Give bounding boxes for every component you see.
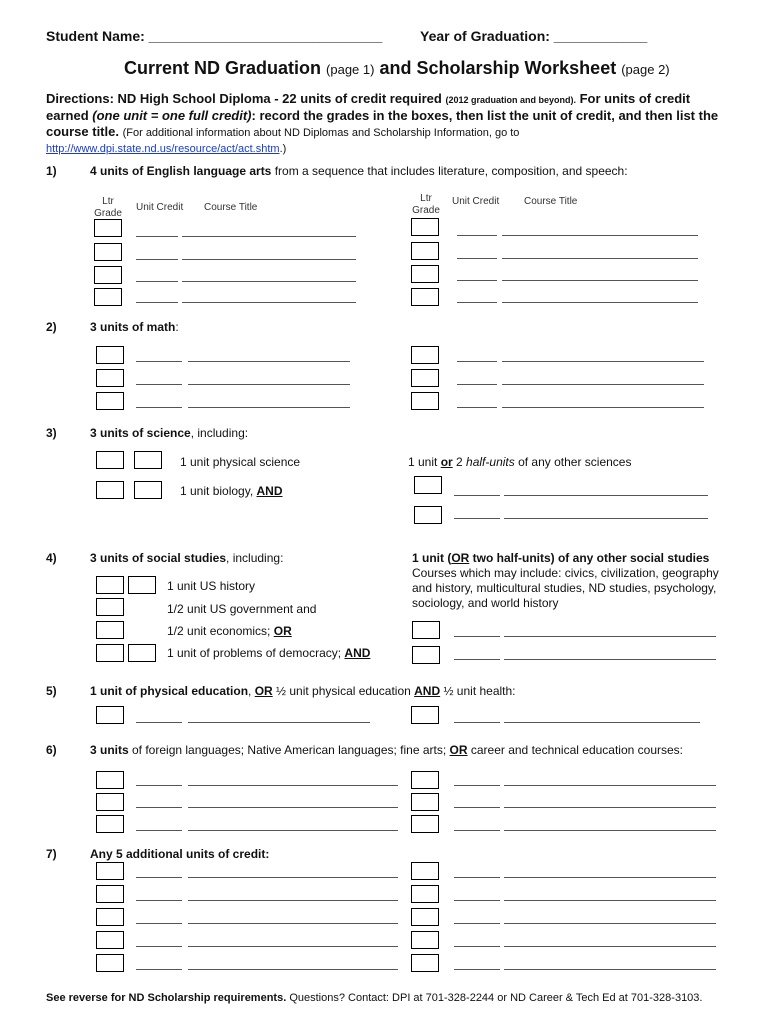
- grade-box[interactable]: [96, 931, 124, 949]
- us-history-label: 1 unit US history: [167, 579, 256, 593]
- course-title-line[interactable]: [188, 969, 398, 970]
- unit-credit-line[interactable]: [136, 281, 178, 282]
- grade-box[interactable]: [414, 506, 442, 524]
- section-4-number: 4): [46, 551, 57, 565]
- biology-and: AND: [256, 484, 283, 498]
- course-title-line[interactable]: [504, 722, 700, 723]
- unit-credit-line[interactable]: [457, 235, 497, 236]
- course-title-line[interactable]: [188, 361, 350, 362]
- course-title-line[interactable]: [188, 946, 398, 947]
- other-social-studies-or: OR: [451, 551, 470, 565]
- section-6-mid: of foreign languages; Native American languages; fine arts;: [128, 743, 450, 757]
- section-6-heading-bold: 3 units: [90, 743, 129, 757]
- course-title-line[interactable]: [502, 302, 698, 303]
- unit-credit-line[interactable]: [457, 407, 497, 408]
- other-social-studies-pre: 1 unit (: [412, 551, 452, 565]
- unit-credit-line[interactable]: [454, 830, 500, 831]
- grade-box[interactable]: [96, 815, 124, 833]
- section-3-heading: [90, 426, 248, 440]
- unit-credit-line[interactable]: [136, 900, 182, 901]
- grade-box[interactable]: [412, 621, 440, 639]
- grade-box[interactable]: [94, 243, 122, 261]
- grade-box[interactable]: [96, 793, 124, 811]
- section-5-mid2: ½ unit physical education: [272, 684, 415, 698]
- grade-box[interactable]: [411, 265, 439, 283]
- course-title-line[interactable]: [188, 900, 398, 901]
- other-social-studies-desc: Courses which may include: civics, civilization, geography and history, multicultural studies, ND studies, psychology, sociology, and world history: [412, 566, 719, 610]
- directions-lead: Directions: ND High School Diploma - 22 units of credit required: [46, 91, 442, 106]
- col-grade-right: Grade: [412, 205, 440, 216]
- course-title-line[interactable]: [504, 900, 716, 901]
- graduation-year-field[interactable]: Year of Graduation: ____________: [420, 28, 648, 44]
- footer: [46, 992, 702, 1004]
- grade-box[interactable]: [411, 369, 439, 387]
- other-sciences-or: or: [440, 455, 453, 469]
- course-title-line[interactable]: [188, 830, 398, 831]
- course-title-line[interactable]: [504, 518, 708, 519]
- grade-box[interactable]: [94, 288, 122, 306]
- grade-box[interactable]: [96, 481, 124, 499]
- course-title-line[interactable]: [502, 280, 698, 281]
- title-page-1: (page 1): [326, 62, 375, 77]
- problems-democracy-text: 1 unit of problems of democracy;: [167, 646, 345, 660]
- grade-box[interactable]: [96, 392, 124, 410]
- grade-box[interactable]: [411, 771, 439, 789]
- course-title-line[interactable]: [188, 407, 350, 408]
- course-title-line[interactable]: [504, 946, 716, 947]
- grade-box[interactable]: [96, 644, 124, 662]
- unit-credit-line[interactable]: [457, 302, 497, 303]
- unit-credit-line[interactable]: [136, 969, 182, 970]
- course-title-line[interactable]: [188, 722, 370, 723]
- col-ltr-grade-right: [408, 193, 444, 217]
- section-5-post: ½ unit health:: [440, 684, 516, 698]
- unit-credit-line[interactable]: [136, 722, 182, 723]
- unit-credit-line[interactable]: [136, 407, 182, 408]
- col-unit-credit-left: Unit Credit: [136, 202, 184, 213]
- resource-link-close: .): [279, 143, 287, 155]
- unit-credit-line[interactable]: [136, 384, 182, 385]
- grade-box[interactable]: [96, 771, 124, 789]
- unit-credit-line[interactable]: [454, 900, 500, 901]
- grade-box[interactable]: [96, 862, 124, 880]
- course-title-line[interactable]: [504, 969, 716, 970]
- physical-science-label: 1 unit physical science: [180, 455, 301, 469]
- section-3-heading-rest: , including:: [190, 426, 249, 440]
- us-government-label: 1/2 unit US government and: [167, 602, 317, 616]
- grade-box[interactable]: [96, 346, 124, 364]
- other-social-studies: [412, 551, 742, 611]
- course-title-line[interactable]: [182, 259, 356, 260]
- grade-box[interactable]: [96, 576, 124, 594]
- grade-box[interactable]: [94, 219, 122, 237]
- economics-or: OR: [273, 624, 292, 638]
- course-title-line[interactable]: [182, 236, 356, 237]
- course-title-line[interactable]: [504, 495, 708, 496]
- course-title-line[interactable]: [502, 258, 698, 259]
- col-ltr-grade-left: [90, 196, 126, 220]
- course-title-line[interactable]: [502, 407, 704, 408]
- course-title-line[interactable]: [188, 384, 350, 385]
- section-1-number: 1): [46, 164, 57, 178]
- section-6-post: career and technical education courses:: [467, 743, 683, 757]
- section-2-heading-rest: :: [175, 320, 179, 334]
- directions: [46, 91, 736, 141]
- course-title-line[interactable]: [504, 923, 716, 924]
- grade-box[interactable]: [134, 481, 162, 499]
- section-4-heading-rest: , including:: [226, 551, 284, 565]
- title-main-1: Current ND Graduation: [124, 58, 322, 78]
- grade-box[interactable]: [128, 644, 156, 662]
- other-sciences-label: [408, 455, 631, 469]
- course-title-line[interactable]: [504, 636, 716, 637]
- grade-box[interactable]: [128, 576, 156, 594]
- col-grade-left: Grade: [94, 208, 122, 219]
- col-ltr-right: Ltr: [420, 193, 432, 204]
- other-sciences-mid: 2: [452, 455, 467, 469]
- grade-box[interactable]: [411, 931, 439, 949]
- section-5-or: OR: [254, 684, 273, 698]
- grade-box[interactable]: [411, 815, 439, 833]
- grade-box[interactable]: [411, 242, 439, 260]
- other-sciences-post: of any other sciences: [514, 455, 632, 469]
- unit-credit-line[interactable]: [454, 659, 500, 660]
- course-title-line[interactable]: [182, 302, 356, 303]
- problems-democracy-and: AND: [344, 646, 371, 660]
- footer-contact: Questions? Contact: DPI at 701-328-2244 or ND Career & Tech Ed at 701-328-3103.: [286, 992, 703, 1004]
- section-6-number: 6): [46, 743, 57, 757]
- grade-box[interactable]: [412, 646, 440, 664]
- section-3-number: 3): [46, 426, 57, 440]
- section-2-heading: [90, 320, 179, 334]
- grade-box[interactable]: [96, 369, 124, 387]
- directions-part2: For units of credit earned: [46, 91, 691, 123]
- grade-box[interactable]: [411, 793, 439, 811]
- grade-box[interactable]: [411, 288, 439, 306]
- unit-credit-line[interactable]: [454, 785, 500, 786]
- unit-credit-line[interactable]: [454, 495, 500, 496]
- section-7-heading-bold: Any 5 additional units of credit:: [90, 847, 270, 861]
- course-title-line[interactable]: [504, 659, 716, 660]
- unit-credit-line[interactable]: [454, 807, 500, 808]
- unit-credit-line[interactable]: [454, 946, 500, 947]
- other-sciences-pre: 1 unit: [408, 455, 441, 469]
- economics-label-text: 1/2 unit economics;: [167, 624, 274, 638]
- economics-label: [167, 624, 292, 638]
- footer-bold: See reverse for ND Scholarship requirements.: [46, 992, 287, 1004]
- biology-label: [180, 484, 283, 498]
- section-6-or: OR: [449, 743, 468, 757]
- section-7-heading: [90, 847, 269, 861]
- unit-credit-line[interactable]: [454, 518, 500, 519]
- section-1-heading: [90, 164, 628, 178]
- col-course-title-left: Course Title: [204, 202, 258, 213]
- grade-box[interactable]: [411, 908, 439, 926]
- unit-credit-line[interactable]: [136, 807, 182, 808]
- section-3-heading-bold: 3 units of science: [90, 426, 191, 440]
- unit-credit-line[interactable]: [136, 259, 178, 260]
- grade-box[interactable]: [96, 706, 124, 724]
- unit-credit-line[interactable]: [457, 361, 497, 362]
- unit-credit-line[interactable]: [136, 302, 178, 303]
- section-1-heading-rest: from a sequence that includes literature, composition, and speech:: [271, 164, 628, 178]
- grade-box[interactable]: [414, 476, 442, 494]
- unit-credit-line[interactable]: [454, 636, 500, 637]
- grade-box[interactable]: [411, 346, 439, 364]
- course-title-line[interactable]: [188, 877, 398, 878]
- resource-link[interactable]: http://www.dpi.state.nd.us/resource/act/act.shtm: [46, 143, 280, 155]
- unit-credit-line[interactable]: [136, 785, 182, 786]
- course-title-line[interactable]: [504, 785, 716, 786]
- title-page-2: (page 2): [621, 62, 670, 77]
- unit-credit-line[interactable]: [454, 877, 500, 878]
- grade-box[interactable]: [96, 598, 124, 616]
- grade-box[interactable]: [411, 706, 439, 724]
- col-ltr-left: Ltr: [102, 196, 114, 207]
- grade-box[interactable]: [96, 451, 124, 469]
- course-title-line[interactable]: [188, 923, 398, 924]
- unit-credit-line[interactable]: [454, 969, 500, 970]
- unit-credit-line[interactable]: [457, 280, 497, 281]
- unit-credit-line[interactable]: [136, 361, 182, 362]
- course-title-line[interactable]: [502, 235, 698, 236]
- problems-democracy-label: [167, 646, 370, 660]
- directions-year-note: (2012 graduation and beyond).: [445, 95, 576, 105]
- unit-credit-line[interactable]: [136, 946, 182, 947]
- grade-box[interactable]: [94, 266, 122, 284]
- grade-box[interactable]: [411, 392, 439, 410]
- section-2-heading-bold: 3 units of math: [90, 320, 176, 334]
- grade-box[interactable]: [411, 862, 439, 880]
- unit-credit-line[interactable]: [454, 722, 500, 723]
- directions-italic: (one unit = one full credit): [92, 108, 252, 123]
- other-social-studies-post: two half-units) of any other social studies: [469, 551, 710, 565]
- section-5-heading: [90, 684, 516, 698]
- course-title-line[interactable]: [182, 281, 356, 282]
- resource-link-row: [46, 139, 286, 157]
- section-1-heading-bold: 4 units of English language arts: [90, 164, 272, 178]
- title-main-2: and Scholarship Worksheet: [379, 58, 617, 78]
- grade-box[interactable]: [411, 954, 439, 972]
- student-name-field[interactable]: Student Name: ______________________________: [46, 28, 383, 44]
- section-7-number: 7): [46, 847, 57, 861]
- directions-note: (For additional information about ND Diplomas and Scholarship Information, go to: [122, 127, 520, 139]
- course-title-line[interactable]: [188, 785, 398, 786]
- unit-credit-line[interactable]: [457, 258, 497, 259]
- grade-box[interactable]: [134, 451, 162, 469]
- grade-box[interactable]: [411, 885, 439, 903]
- other-sciences-italic: half-units: [466, 455, 515, 469]
- unit-credit-line[interactable]: [136, 236, 178, 237]
- grade-box[interactable]: [96, 885, 124, 903]
- unit-credit-line[interactable]: [136, 877, 182, 878]
- col-course-title-right: Course Title: [524, 196, 578, 207]
- section-4-heading-bold: 3 units of social studies: [90, 551, 227, 565]
- section-5-mid1: ,: [248, 684, 255, 698]
- biology-label-text: 1 unit biology,: [180, 484, 257, 498]
- section-4-heading: [90, 551, 283, 565]
- col-unit-credit-right: Unit Credit: [452, 196, 500, 207]
- section-2-number: 2): [46, 320, 57, 334]
- unit-credit-line[interactable]: [136, 830, 182, 831]
- course-title-line[interactable]: [502, 384, 704, 385]
- grade-box[interactable]: [96, 954, 124, 972]
- page-title: [124, 58, 670, 79]
- grade-box[interactable]: [96, 908, 124, 926]
- section-5-heading-bold: 1 unit of physical education: [90, 684, 249, 698]
- grade-box[interactable]: [96, 621, 124, 639]
- section-5-number: 5): [46, 684, 57, 698]
- unit-credit-line[interactable]: [454, 923, 500, 924]
- unit-credit-line[interactable]: [136, 923, 182, 924]
- course-title-line[interactable]: [502, 361, 704, 362]
- unit-credit-line[interactable]: [457, 384, 497, 385]
- course-title-line[interactable]: [504, 807, 716, 808]
- course-title-line[interactable]: [504, 830, 716, 831]
- grade-box[interactable]: [411, 218, 439, 236]
- course-title-line[interactable]: [188, 807, 398, 808]
- section-5-and: AND: [414, 684, 441, 698]
- course-title-line[interactable]: [504, 877, 716, 878]
- directions-part3: : record the grades in the boxes, then list the unit of credit, and then list the course title.: [46, 108, 719, 139]
- section-6-heading: [90, 743, 683, 757]
